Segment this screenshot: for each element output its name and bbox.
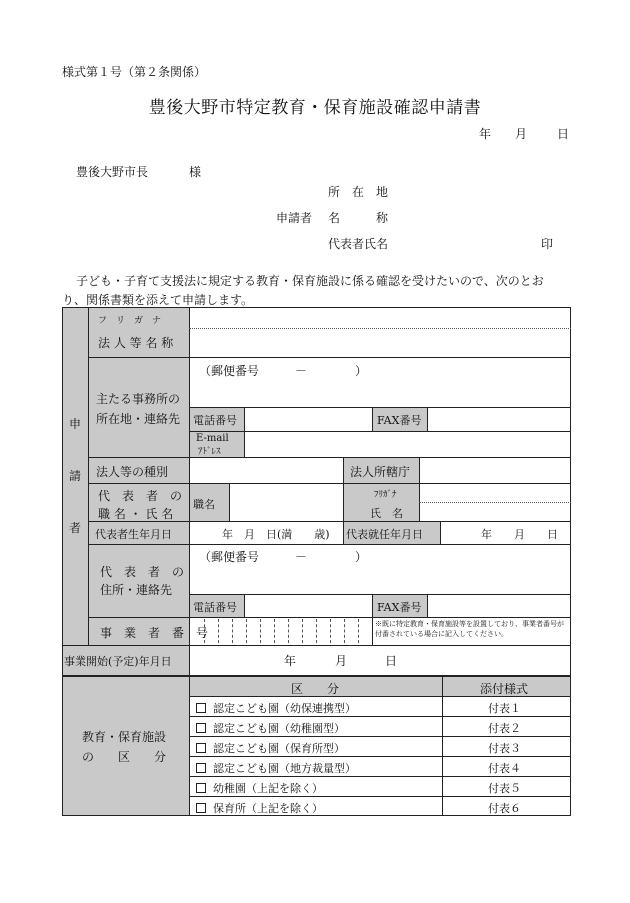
rep-title-label-line2: 職 名 ・ 氏 名 bbox=[98, 507, 174, 521]
class-option-4[interactable]: 認定こども園（地方裁量型） bbox=[196, 760, 356, 776]
rep-name-label: 氏 名 bbox=[370, 507, 403, 520]
rep-start-value: 年 月 日 bbox=[481, 528, 558, 541]
date-year: 年 bbox=[479, 127, 492, 141]
date-month: 月 bbox=[515, 127, 528, 141]
checkbox-icon[interactable] bbox=[196, 743, 206, 753]
applicant-location-label: 所 在 地 bbox=[328, 185, 389, 199]
class-form-5: 付表５ bbox=[488, 782, 521, 795]
class-option-6[interactable]: 保育所（上記を除く） bbox=[196, 800, 323, 816]
email-label-line1: E-mail bbox=[196, 433, 229, 444]
class-form-2: 付表２ bbox=[488, 722, 521, 735]
applicant-label: 申請者 bbox=[276, 211, 313, 225]
date-day: 日 bbox=[557, 127, 570, 141]
addressee-name: 豊後大野市長 bbox=[76, 165, 149, 179]
applicant-name-label: 名 称 bbox=[328, 211, 389, 225]
classification-label-line2: の 区 分 bbox=[82, 750, 167, 764]
checkbox-icon[interactable] bbox=[196, 803, 206, 813]
rep-address-label-line2: 住所・連絡先 bbox=[100, 583, 173, 597]
checkbox-icon[interactable] bbox=[196, 723, 206, 733]
start-date-month: 月 bbox=[335, 654, 348, 668]
intro-line-1: 子ども・子育て支援法に規定する教育・保育施設に係る確認を受けたいので、次のとお bbox=[76, 274, 544, 288]
addressee-honorific: 様 bbox=[189, 165, 202, 179]
checkbox-icon[interactable] bbox=[196, 783, 206, 793]
kubun-header: 区 分 bbox=[291, 682, 340, 696]
applicant-column-char-3: 者 bbox=[69, 521, 82, 535]
corp-authority-label: 法人所轄庁 bbox=[350, 465, 411, 479]
operator-number-note: ※既に特定教育・保育施設等を設置しており、事業者番号が付番されている場合に記入してください。 bbox=[375, 620, 564, 638]
office-label-line2: 所在地・連絡先 bbox=[96, 412, 181, 426]
class-form-1: 付表１ bbox=[488, 702, 521, 715]
furigana-label: フ リ ガ ナ bbox=[98, 316, 162, 326]
intro-line-2: り、関係書類を添えて申請します。 bbox=[62, 293, 254, 307]
start-date-label: 事業開始(予定)年月日 bbox=[64, 655, 172, 668]
class-option-2[interactable]: 認定こども園（幼稚園型） bbox=[196, 720, 345, 736]
email-label-line2: ｱﾄﾞﾚｽ bbox=[198, 447, 221, 457]
rep-start-label: 代表就任年月日 bbox=[346, 528, 423, 541]
class-form-6: 付表６ bbox=[488, 802, 521, 815]
rep-address-label-line1: 代 表 者 の bbox=[100, 565, 185, 579]
seal-mark: 印 bbox=[541, 237, 554, 251]
classification-label-line1: 教育・保育施設 bbox=[82, 730, 167, 744]
class-option-5[interactable]: 幼稚園（上記を除く） bbox=[196, 780, 323, 796]
corp-name-label: 法 人 等 名 称 bbox=[98, 336, 174, 350]
form-number: 様式第１号（第２条関係） bbox=[62, 65, 207, 79]
office-phone-label: 電話番号 bbox=[193, 414, 237, 427]
rep-title-label-line1: 代 表 者 の bbox=[98, 489, 183, 503]
office-fax-label: FAX番号 bbox=[377, 414, 422, 427]
class-option-1[interactable]: 認定こども園（幼保連携型） bbox=[196, 700, 356, 716]
class-form-3: 付表３ bbox=[488, 742, 521, 755]
page-title: 豊後大野市特定教育・保育施設確認申請書 bbox=[148, 98, 482, 118]
class-form-4: 付表４ bbox=[488, 762, 521, 775]
job-title-label: 職名 bbox=[193, 498, 215, 511]
form-header: 添付様式 bbox=[480, 682, 529, 696]
office-label-line1: 主たる事務所の bbox=[96, 392, 181, 406]
start-date-day: 日 bbox=[385, 654, 398, 668]
start-date-year: 年 bbox=[284, 654, 297, 668]
rep-furigana-label: ﾌﾘｶﾞﾅ bbox=[374, 490, 397, 500]
applicant-column-char-1: 申 bbox=[69, 417, 82, 431]
corp-type-label: 法人等の種別 bbox=[96, 465, 169, 479]
office-postal-code: （郵便番号 － ） bbox=[199, 364, 368, 378]
class-option-3[interactable]: 認定こども園（保育所型） bbox=[196, 740, 345, 756]
rep-fax-label: FAX番号 bbox=[377, 601, 422, 614]
checkbox-icon[interactable] bbox=[196, 703, 206, 713]
checkbox-icon[interactable] bbox=[196, 763, 206, 773]
rep-phone-label: 電話番号 bbox=[193, 601, 237, 614]
applicant-column-char-2: 請 bbox=[69, 469, 82, 483]
rep-postal-code: （郵便番号 － ） bbox=[199, 550, 368, 564]
applicant-rep-label: 代表者氏名 bbox=[328, 237, 389, 251]
operator-number-label: 事 業 者 番 号 bbox=[100, 626, 209, 640]
rep-birth-label: 代表者生年月日 bbox=[95, 528, 172, 541]
rep-birth-value: 年 月 日(満 歳) bbox=[222, 528, 330, 541]
